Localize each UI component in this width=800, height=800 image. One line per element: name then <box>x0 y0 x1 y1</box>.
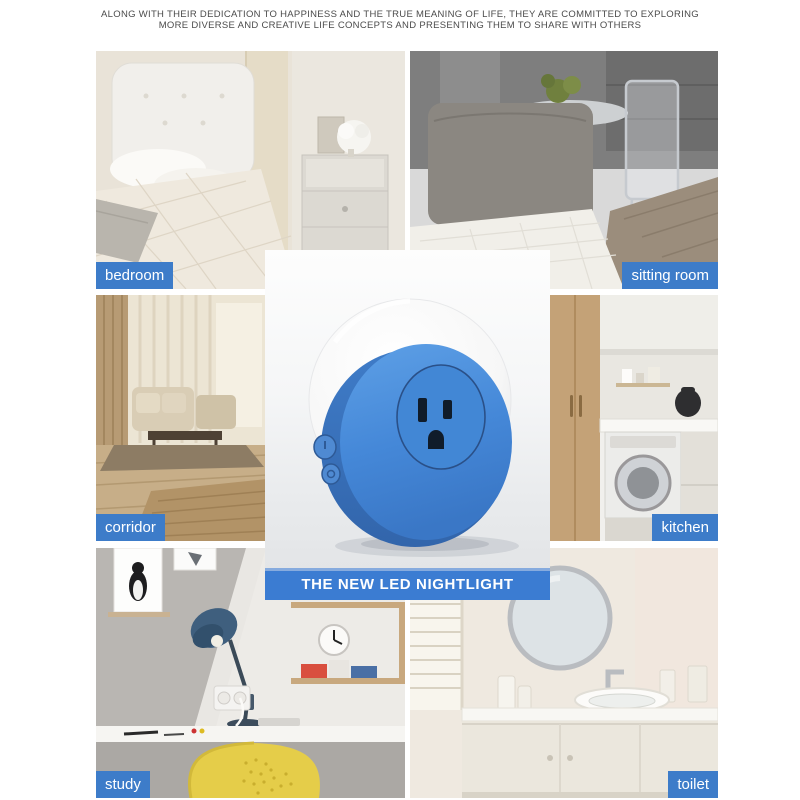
corridor-photo <box>96 295 267 541</box>
product-banner <box>265 568 550 600</box>
header-text <box>0 9 800 31</box>
room-label-kitchen: kitchen <box>652 514 718 541</box>
room-label-study: study <box>96 771 150 798</box>
led-nightlight-product-image <box>265 250 550 568</box>
corridor-scene-illustration <box>96 295 267 541</box>
room-label-corridor: corridor <box>96 514 165 541</box>
outlet-face <box>397 365 485 469</box>
header-line-2: MORE DIVERSE AND CREATIVE LIFE CONCEPTS AND PRESENTING THEM TO SHARE WITH OTHERS <box>158 20 642 31</box>
room-label-sitting-room: sitting room <box>622 262 718 289</box>
room-label-bedroom: bedroom <box>96 262 173 289</box>
kitchen-photo <box>550 295 718 541</box>
room-label-toilet: toilet <box>668 771 718 798</box>
banner-text: THE NEW LED NIGHTLIGHT <box>301 575 514 593</box>
header-line-1: ALONG WITH THEIR DEDICATION TO HAPPINESS AND THE TRUE MEANING OF LIFE, THEY ARE COMMITTED TO EXPLORING <box>101 9 699 20</box>
kitchen-scene-illustration <box>550 295 718 541</box>
product-tile <box>265 250 550 568</box>
